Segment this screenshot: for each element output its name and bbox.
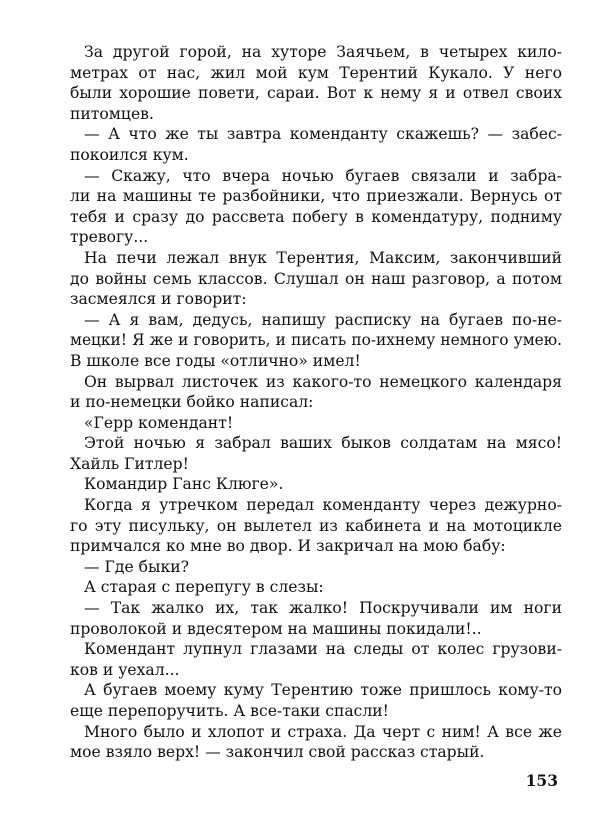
text-line: За другой горой, на хуторе Заячьем, в четырех кило- <box>84 43 562 61</box>
text-line: — А я вам, дедусь, напишу расписку на бугаев по-не- <box>84 310 562 329</box>
page-number: 153 <box>525 771 558 790</box>
text-line: А старая с перепугу в слезы: <box>84 578 324 597</box>
text-line: В школе все годы «отлично» имел! <box>70 351 361 370</box>
text-line: мое взяло верх! — закончил свой рассказ старый. <box>70 743 485 762</box>
text-line: тревогу... <box>70 228 149 247</box>
text-line: «Герр комендант! <box>84 413 234 432</box>
text-line: еще перепоручить. А все-таки спасли! <box>70 702 389 720</box>
text-line: Командир Ганс Клюге». <box>84 475 284 494</box>
text-line: засмеялся и говорит: <box>70 290 247 309</box>
text-line: примчался ко мне во двор. И закричал на мою бабу: <box>70 537 506 556</box>
text-line: Этой ночью я забрал ваших быков солдатам на мясо! <box>84 434 562 453</box>
page-body-text <box>70 42 562 763</box>
text-line: мецки! Я же и говорить, и писать по-ихнему немного умею. <box>70 331 562 350</box>
text-line: го эту писульку, он вылетел из кабинета и на мотоцикле <box>70 516 562 535</box>
text-line: и по-немецки бойко написал: <box>70 393 314 412</box>
text-line: были хорошие повети, сараи. Вот к нему я и отвел своих <box>70 84 562 103</box>
text-line: метрах от нас, жил мой кум Терентий Кукало. У него <box>70 63 562 82</box>
text-line: — А что же ты завтра коменданту скажешь? — забес- <box>84 125 562 144</box>
text-line: питомцев. <box>70 104 154 123</box>
text-line: Комендант лупнул глазами на следы от колес грузови- <box>84 640 562 659</box>
text-line: покоился кум. <box>70 145 189 164</box>
text-line: ли на машины те разбойники, что приезжали. Вернусь от <box>70 187 562 206</box>
text-line: до войны семь классов. Слушал он наш разговор, а потом <box>70 269 562 288</box>
text-line: А бугаев моему куму Терентию тоже пришлось кому-то <box>84 681 562 700</box>
text-line: ков и уехал... <box>70 660 180 679</box>
text-line: — Где быки? <box>84 557 189 576</box>
text-line: — Скажу, что вчера ночью бугаев связали и забра- <box>84 166 562 185</box>
text-line: — Так жалко их, так жалко! Поскручивали им ноги <box>84 599 562 618</box>
text-line: Когда я утречком передал коменданту через дежурно- <box>84 496 562 515</box>
text-line: Он вырвал листочек из какого-то немецкого календаря <box>84 372 562 391</box>
text-line: Хайль Гитлер! <box>70 454 189 473</box>
text-line: На печи лежал внук Терентия, Максим, закончивший <box>84 248 562 267</box>
text-line: тебя и сразу до рассвета побегу в комендатуру, подниму <box>70 207 562 226</box>
text-line: проволокой и вдесятером на машины покидали!.. <box>70 619 482 638</box>
text-line: Много было и хлопот и страха. Да черт с ним! А все же <box>84 722 562 741</box>
